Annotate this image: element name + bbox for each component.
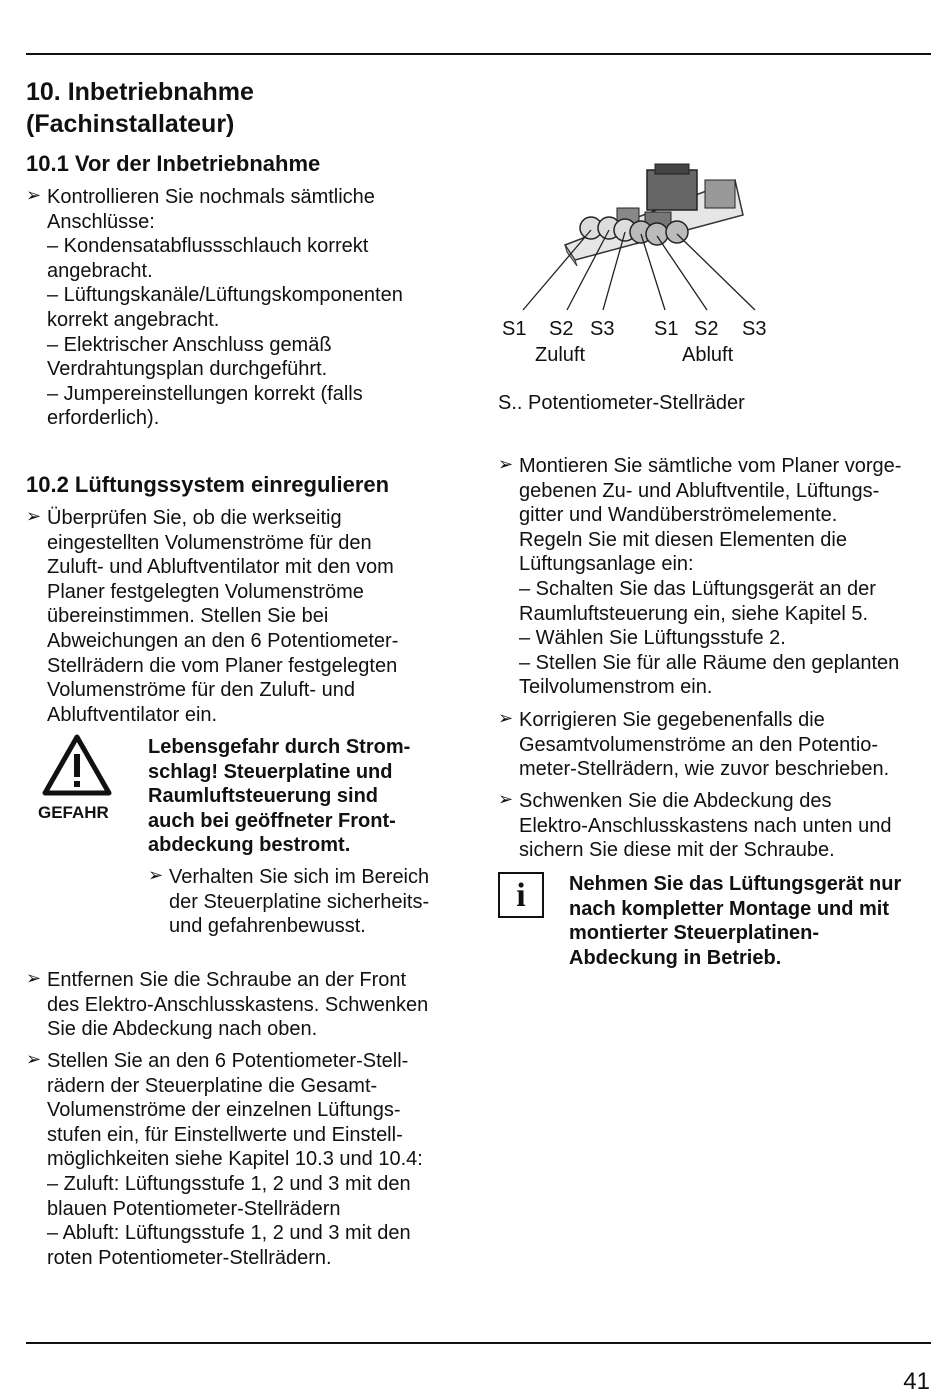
text-line: Lebensgefahr durch Strom- (148, 736, 411, 758)
bullet-arrow-icon: ➢ (498, 789, 514, 809)
circuit-board-illustration (495, 160, 785, 320)
bullet-text (47, 185, 403, 431)
bullet-arrow-icon: ➢ (26, 1049, 42, 1069)
figure-caption: S.. Potentiometer-Stellräder (498, 392, 745, 414)
label-s2-zuluft: S2 (549, 318, 574, 340)
text-line: auch bei geöffneter Front- (148, 809, 396, 832)
text-line: Sie die Abdeckung nach oben. (47, 1018, 318, 1041)
bullet-list-item (26, 506, 399, 727)
text-line: Volumenströme der einzelnen Lüftungs- (47, 1099, 401, 1122)
label-zuluft: Zuluft (535, 344, 586, 366)
text-line: Zuluft- und Abluftventilator mit den vom (47, 556, 394, 579)
bullet-list-item (498, 454, 902, 700)
label-s1-abluft: S1 (654, 318, 679, 340)
bullet-text (169, 865, 429, 939)
label-abluft: Abluft (682, 344, 734, 366)
text-line: Verdrahtungsplan durchgeführt. (47, 358, 328, 381)
bullet-text (519, 708, 889, 782)
text-line: – Jumpereinstellungen korrekt (falls (47, 382, 363, 405)
text-line: angebracht. (47, 259, 153, 282)
text-line: – Wählen Sie Lüftungsstufe 2. (519, 627, 786, 650)
label-s1-zuluft: S1 (502, 318, 527, 340)
text-line: Teilvolumenstrom ein. (519, 676, 713, 699)
text-line: – Kondensatabflussschlauch korrekt (47, 235, 369, 258)
title-line-2: (Fachinstallateur) (26, 110, 235, 138)
text-line: Schwenken Sie die Abdeckung des (519, 790, 832, 812)
bullet-arrow-icon: ➢ (26, 185, 42, 205)
text-line: Regeln Sie mit diesen Elementen die (519, 528, 847, 551)
text-line: gebenen Zu- und Abluftventile, Lüftungs- (519, 479, 880, 502)
text-line: – Elektrischer Anschluss gemäß (47, 333, 332, 356)
bullet-list-item (498, 708, 890, 782)
bottom-rule (26, 1342, 931, 1344)
bullet-arrow-icon: ➢ (498, 708, 514, 728)
bullet-text (47, 1049, 423, 1270)
warning-bullet (148, 865, 430, 939)
text-line: Abluftventilator ein. (47, 703, 218, 726)
section-10-1-heading: 10.1 Vor der Inbetriebnahme (26, 151, 321, 176)
warning-text (148, 735, 410, 858)
text-line: Montieren Sie sämtliche vom Planer vorge- (519, 455, 902, 477)
text-line: blauen Potentiometer-Stellrädern (47, 1197, 341, 1220)
text-line: – Zuluft: Lüftungsstufe 1, 2 und 3 mit den (47, 1172, 411, 1195)
text-line: Anschlüsse: (47, 210, 155, 233)
bullet-arrow-icon: ➢ (26, 968, 42, 988)
label-s2-abluft: S2 (694, 318, 719, 340)
text-line: übereinstimmen. Stellen Sie bei (47, 605, 329, 628)
text-line: und gefahrenbewusst. (169, 915, 366, 938)
text-line: rädern der Steuerplatine die Gesamt- (47, 1074, 378, 1097)
text-line: eingestellten Volumenströme für den (47, 531, 372, 554)
bullet-arrow-icon: ➢ (148, 865, 164, 885)
text-line: Stellen Sie an den 6 Potentiometer-Stell- (47, 1050, 409, 1072)
text-line: roten Potentiometer-Stellrädern. (47, 1246, 332, 1269)
text-line: Kontrollieren Sie nochmals sämtliche (47, 186, 375, 208)
text-line: Nehmen Sie das Lüftungsgerät nur (569, 873, 902, 895)
bullet-text (47, 968, 428, 1042)
text-line: Verhalten Sie sich im Bereich (169, 866, 430, 888)
text-line: korrekt angebracht. (47, 308, 220, 331)
text-line: Elektro-Anschlusskastens nach unten und (519, 814, 892, 837)
bullet-arrow-icon: ➢ (498, 454, 514, 474)
text-line: gitter und Wandüberströmelemente. (519, 504, 838, 527)
page-number: 41 (903, 1368, 930, 1395)
top-rule (26, 53, 931, 55)
info-icon: i (498, 872, 544, 918)
bullet-list-item (26, 185, 403, 431)
text-line: sichern Sie diese mit der Schraube. (519, 839, 835, 862)
text-line: – Abluft: Lüftungsstufe 1, 2 und 3 mit den (47, 1222, 411, 1245)
label-s3-zuluft: S3 (590, 318, 615, 340)
bullet-list-item (26, 968, 429, 1042)
text-line: abdeckung bestromt. (148, 834, 351, 857)
bullet-list-item (26, 1049, 423, 1270)
bullet-arrow-icon: ➢ (26, 506, 42, 526)
bullet-text (47, 506, 398, 727)
text-line: – Lüftungskanäle/Lüftungskomponenten (47, 284, 403, 307)
text-line: Korrigieren Sie gegebenenfalls die (519, 709, 825, 731)
text-line: Raumluftsteuerung ein, siehe Kapitel 5. (519, 602, 869, 625)
text-line: schlag! Steuerplatine und (148, 760, 393, 783)
text-line: Stellrädern die vom Planer festgelegten (47, 654, 398, 677)
text-line: Volumenströme für den Zuluft- und (47, 679, 355, 702)
text-line: – Schalten Sie das Lüftungsgerät an der (519, 577, 876, 600)
text-line: Planer festgelegten Volumenströme (47, 580, 364, 603)
text-line: Überprüfen Sie, ob die werkseitig (47, 507, 342, 529)
text-line: meter-Stellrädern, wie zuvor beschrieben. (519, 758, 890, 781)
bullet-text (519, 454, 901, 700)
text-line: stufen ein, für Einstellwerte und Einstell- (47, 1123, 403, 1146)
text-line: Gesamtvolumenströme an den Potentio- (519, 733, 879, 756)
text-line: Raumluftsteuerung sind (148, 785, 379, 808)
text-line: nach kompletter Montage und mit (569, 897, 890, 920)
text-line: montierter Steuerplatinen- (569, 922, 820, 945)
text-line: Entfernen Sie die Schraube an der Front (47, 969, 407, 991)
text-line: möglichkeiten siehe Kapitel 10.3 und 10.4: (47, 1148, 423, 1171)
text-line: Lüftungsanlage ein: (519, 553, 694, 576)
bullet-text (519, 789, 891, 863)
bullet-list-item (498, 789, 892, 863)
text-line: Abweichungen an den 6 Potentiometer- (47, 629, 399, 652)
text-line: der Steuerplatine sicherheits- (169, 890, 430, 913)
info-text (569, 872, 901, 970)
text-line: Abdeckung in Betrieb. (569, 946, 782, 969)
danger-label: GEFAHR (38, 803, 109, 822)
title-line-1: 10. Inbetriebnahme (26, 78, 254, 106)
warning-triangle-icon (42, 734, 112, 796)
text-line: – Stellen Sie für alle Räume den geplanten (519, 651, 900, 674)
text-line: des Elektro-Anschlusskastens. Schwenken (47, 993, 429, 1016)
text-line: erforderlich). (47, 407, 160, 430)
section-10-2-heading: 10.2 Lüftungssystem einregulieren (26, 472, 390, 497)
page-title (26, 76, 254, 140)
label-s3-abluft: S3 (742, 318, 767, 340)
